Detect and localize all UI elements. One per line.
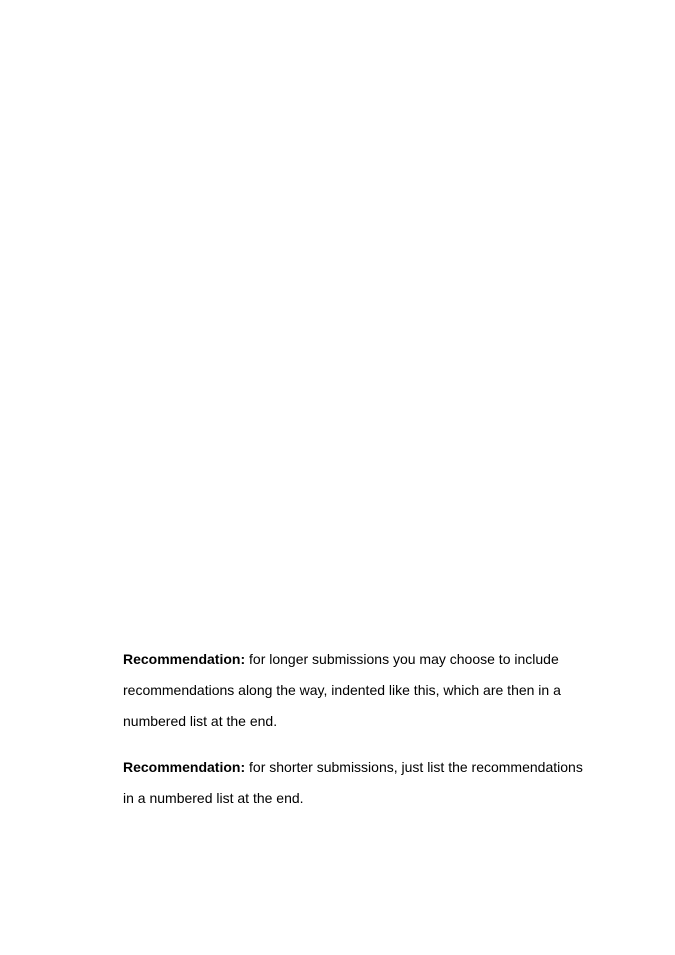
recommendation-text: for longer submissions you may choose to include recommendations along the way, indented like this, which are then in a numbered list at the end. xyxy=(123,651,561,729)
recommendation-text: for shorter submissions, just list the recommendations in a numbered list at the end. xyxy=(123,759,583,806)
recommendation-paragraph-shorter xyxy=(123,752,593,814)
recommendations-section xyxy=(123,644,593,814)
recommendation-lead-label: Recommendation: xyxy=(123,651,246,667)
recommendation-lead-label: Recommendation: xyxy=(123,759,246,775)
recommendation-paragraph-longer xyxy=(123,644,593,737)
